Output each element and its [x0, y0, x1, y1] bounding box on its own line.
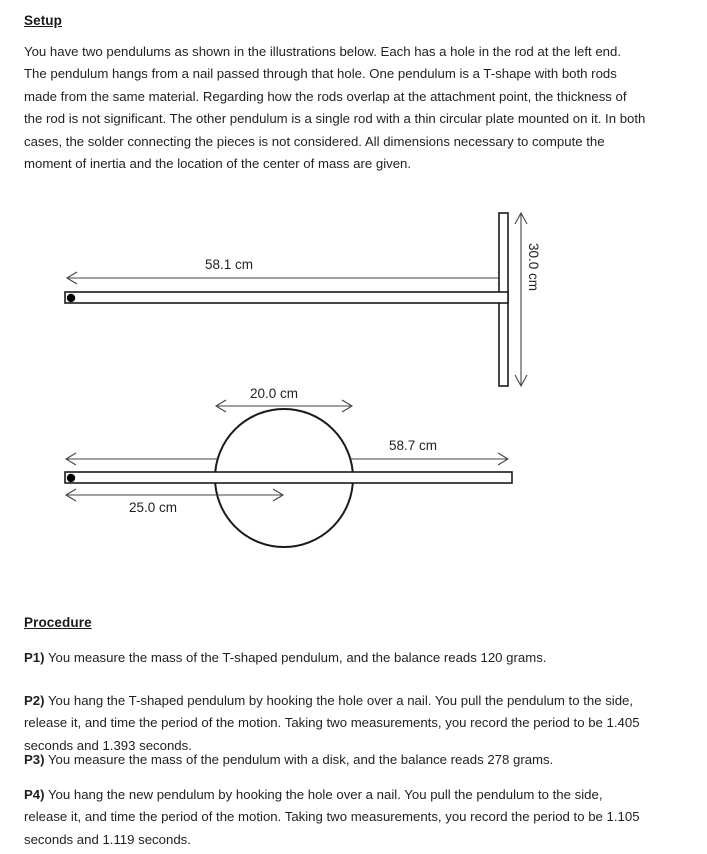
procedure-step-p3-tag: P3)	[24, 752, 45, 767]
t-pendulum-dimension-vertical	[515, 213, 527, 386]
t-pendulum-figure	[0, 200, 707, 400]
disk-pendulum-figure	[0, 386, 707, 560]
procedure-step-p2-text: You hang the T-shaped pendulum by hooking the hole over a nail. You pull the pendulum to the side, release it, and time the period of the motion. Taking two measurements, you record the period to be 1.405 seconds and 1.393 seconds.	[24, 693, 640, 753]
procedure-step-p4	[24, 784, 646, 851]
procedure-step-p1-tag: P1)	[24, 650, 45, 665]
procedure-step-p4-text: You hang the new pendulum by hooking the hole over a nail. You pull the pendulum to the side, release it, and time the period of the motion. Taking two measurements, you record the period to be 1.105 seconds and 1.119 seconds.	[24, 787, 640, 847]
disk-center-distance-label: 25.0 cm	[129, 500, 178, 515]
t-pendulum-dimension-horizontal	[67, 272, 508, 284]
disk-pendulum-svg	[0, 390, 707, 560]
procedure-step-p3-text: You measure the mass of the pendulum with a disk, and the balance reads 278 grams.	[44, 752, 554, 767]
disk-pendulum-hole	[67, 474, 75, 482]
t-pendulum-vertical-length-label: 30.0 cm	[526, 243, 541, 292]
procedure-step-p2-tag: P2)	[24, 693, 45, 708]
disk-pendulum-rod	[65, 472, 512, 483]
setup-paragraph: You have two pendulums as shown in the illustrations below. Each has a hole in the rod at the left end. The pendulum hangs from a nail passed through that hole. One pendulum is a T-shape with both rods made from the same material. Regarding how the rods overlap at the attachment point, the thickness of the rod is not significant. The other pendulum is a single rod with a thin circular plate mounted on it. In both cases, the solder connecting the pieces is not considered. All dimensions necessary to compute the moment of inertia and the location of the center of mass are given.	[24, 44, 646, 172]
procedure-step-p1	[24, 647, 646, 669]
t-pendulum-hole	[67, 294, 75, 302]
t-pendulum-horizontal-length-label: 58.1 cm	[205, 257, 254, 272]
disk-rod-length-label: 58.7 cm	[389, 438, 438, 453]
procedure-step-p4-tag: P4)	[24, 787, 45, 802]
procedure-step-p1-text: You measure the mass of the T-shaped pendulum, and the balance reads 120 grams.	[44, 650, 547, 665]
t-pendulum-horizontal-rod	[65, 292, 508, 303]
disk-diameter-label: 20.0 cm	[250, 386, 299, 401]
procedure-heading: Procedure	[24, 615, 92, 630]
procedure-step-p3	[24, 749, 646, 771]
t-pendulum-svg	[0, 200, 707, 400]
setup-heading: Setup	[24, 13, 63, 28]
procedure-step-p2	[24, 690, 646, 757]
